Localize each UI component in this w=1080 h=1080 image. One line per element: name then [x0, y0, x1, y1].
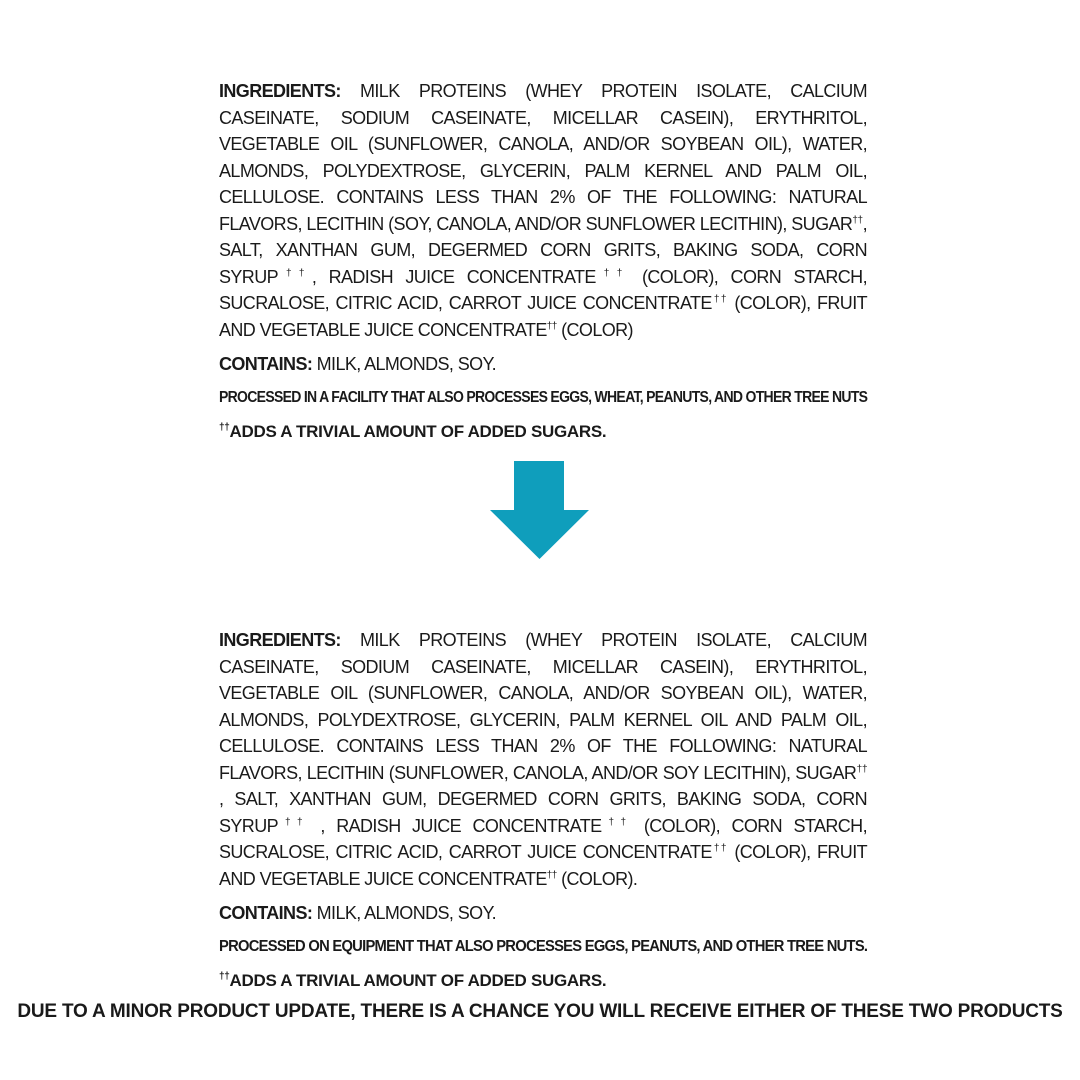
contains-heading: CONTAINS:: [219, 903, 313, 923]
dagger-mark: ††: [601, 816, 633, 828]
dagger-mark: ††: [219, 971, 230, 982]
product-update-notice-text: DUE TO A MINOR PRODUCT UPDATE, THERE IS A CHANCE YOU WILL RECEIVE EITHER OF THESE TWO PRODUCTS: [17, 1001, 1063, 1022]
ingredients-text: (COLOR): [556, 319, 633, 340]
ingredients-statement: [219, 78, 867, 343]
ingredients-heading: INGREDIENTS:: [219, 630, 341, 650]
ingredients-text: (COLOR), CORN STARCH, SUCRALOSE, CITRIC ACID, CARROT JUICE CONCENTRATE: [219, 266, 867, 313]
contains-text: MILK, ALMONDS, SOY.: [312, 354, 496, 374]
allergen-statement: [219, 351, 867, 377]
facility-statement: PROCESSED IN A FACILITY THAT ALSO PROCESSES EGGS, WHEAT, PEANUTS, AND OTHER TREE NUTS: [219, 389, 868, 406]
down-arrow-shape: [490, 461, 589, 559]
ingredients-text: MILK PROTEINS (WHEY PROTEIN ISOLATE, CALCIUM CASEINATE, SODIUM CASEINATE, MICELLAR CASEIN), ERYTHRITOL, VEGETABLE OIL (SUNFLOWER, CANOLA, AND/OR SOYBEAN OIL), WATER, ALMONDS, POLYDEXTROSE, GLYCERIN, PALM KERNEL AND PALM OIL, CELLULOSE. CONTAINS LESS THAN 2% OF THE FOLLOWING: NATURAL FLAVORS, LECITHIN (SOY, CANOLA, AND/OR SUNFLOWER LECITHIN), SUGAR: [219, 81, 867, 234]
ingredients-statement: [219, 627, 867, 892]
dagger-mark: ††: [711, 843, 728, 854]
dagger-mark: ††: [852, 214, 863, 226]
ingredients-text: MILK PROTEINS (WHEY PROTEIN ISOLATE, CALCIUM CASEINATE, SODIUM CASEINATE, MICELLAR CASEIN), ERYTHRITOL, VEGETABLE OIL (SUNFLOWER, CANOLA, AND/OR SOYBEAN OIL), WATER, ALMONDS, POLYDEXTROSE, GLYCERIN, PALM KERNEL OIL AND PALM OIL, CELLULOSE. CONTAINS LESS THAN 2% OF THE FOLLOWING: NATURAL FLAVORS, LECITHIN (SUNFLOWER, CANOLA, AND/OR SOY LECITHIN), SUGAR: [219, 630, 867, 783]
dagger-mark: ††: [711, 294, 728, 305]
added-sugars-note: [219, 419, 867, 445]
ingredients-text: (COLOR), FRUIT AND VEGETABLE JUICE CONCENTRATE: [219, 293, 867, 340]
dagger-mark: ††: [278, 267, 312, 279]
dagger-mark: ††: [546, 869, 557, 881]
dagger-mark: ††: [595, 267, 630, 279]
ingredients-text: (COLOR), FRUIT AND VEGETABLE JUICE CONCENTRATE: [219, 842, 867, 889]
ingredients-text: (COLOR).: [556, 868, 638, 889]
contains-heading: CONTAINS:: [219, 354, 313, 374]
dagger-mark: ††: [856, 763, 867, 775]
label-before: [219, 78, 867, 445]
dagger-mark: ††: [219, 422, 230, 433]
ingredients-text: , RADISH JUICE CONCENTRATE: [311, 266, 596, 287]
ingredients-heading: INGREDIENTS:: [219, 81, 341, 101]
facility-statement: PROCESSED ON EQUIPMENT THAT ALSO PROCESSES EGGS, PEANUTS, AND OTHER TREE NUTS.: [219, 938, 868, 955]
product-update-notice: [0, 998, 1080, 1026]
contains-text: MILK, ALMONDS, SOY.: [312, 903, 496, 923]
dagger-mark: ††: [278, 816, 309, 828]
added-sugars-text: ADDS A TRIVIAL AMOUNT OF ADDED SUGARS.: [229, 422, 607, 441]
allergen-statement: [219, 900, 867, 926]
ingredients-text: , RADISH JUICE CONCENTRATE: [308, 815, 602, 836]
ingredients-text: (COLOR), CORN STARCH, SUCRALOSE, CITRIC ACID, CARROT JUICE CONCENTRATE: [219, 815, 867, 862]
added-sugars-note: [219, 968, 867, 994]
down-arrow-icon: [490, 461, 589, 560]
label-after: [219, 627, 867, 994]
dagger-mark: ††: [546, 320, 557, 332]
added-sugars-text: ADDS A TRIVIAL AMOUNT OF ADDED SUGARS.: [229, 971, 607, 990]
ingredients-text: , SALT, XANTHAN GUM, DEGERMED CORN GRITS, BAKING SODA, CORN SYRUP: [219, 213, 867, 287]
ingredients-text: , SALT, XANTHAN GUM, DEGERMED CORN GRITS, BAKING SODA, CORN SYRUP: [219, 789, 867, 836]
